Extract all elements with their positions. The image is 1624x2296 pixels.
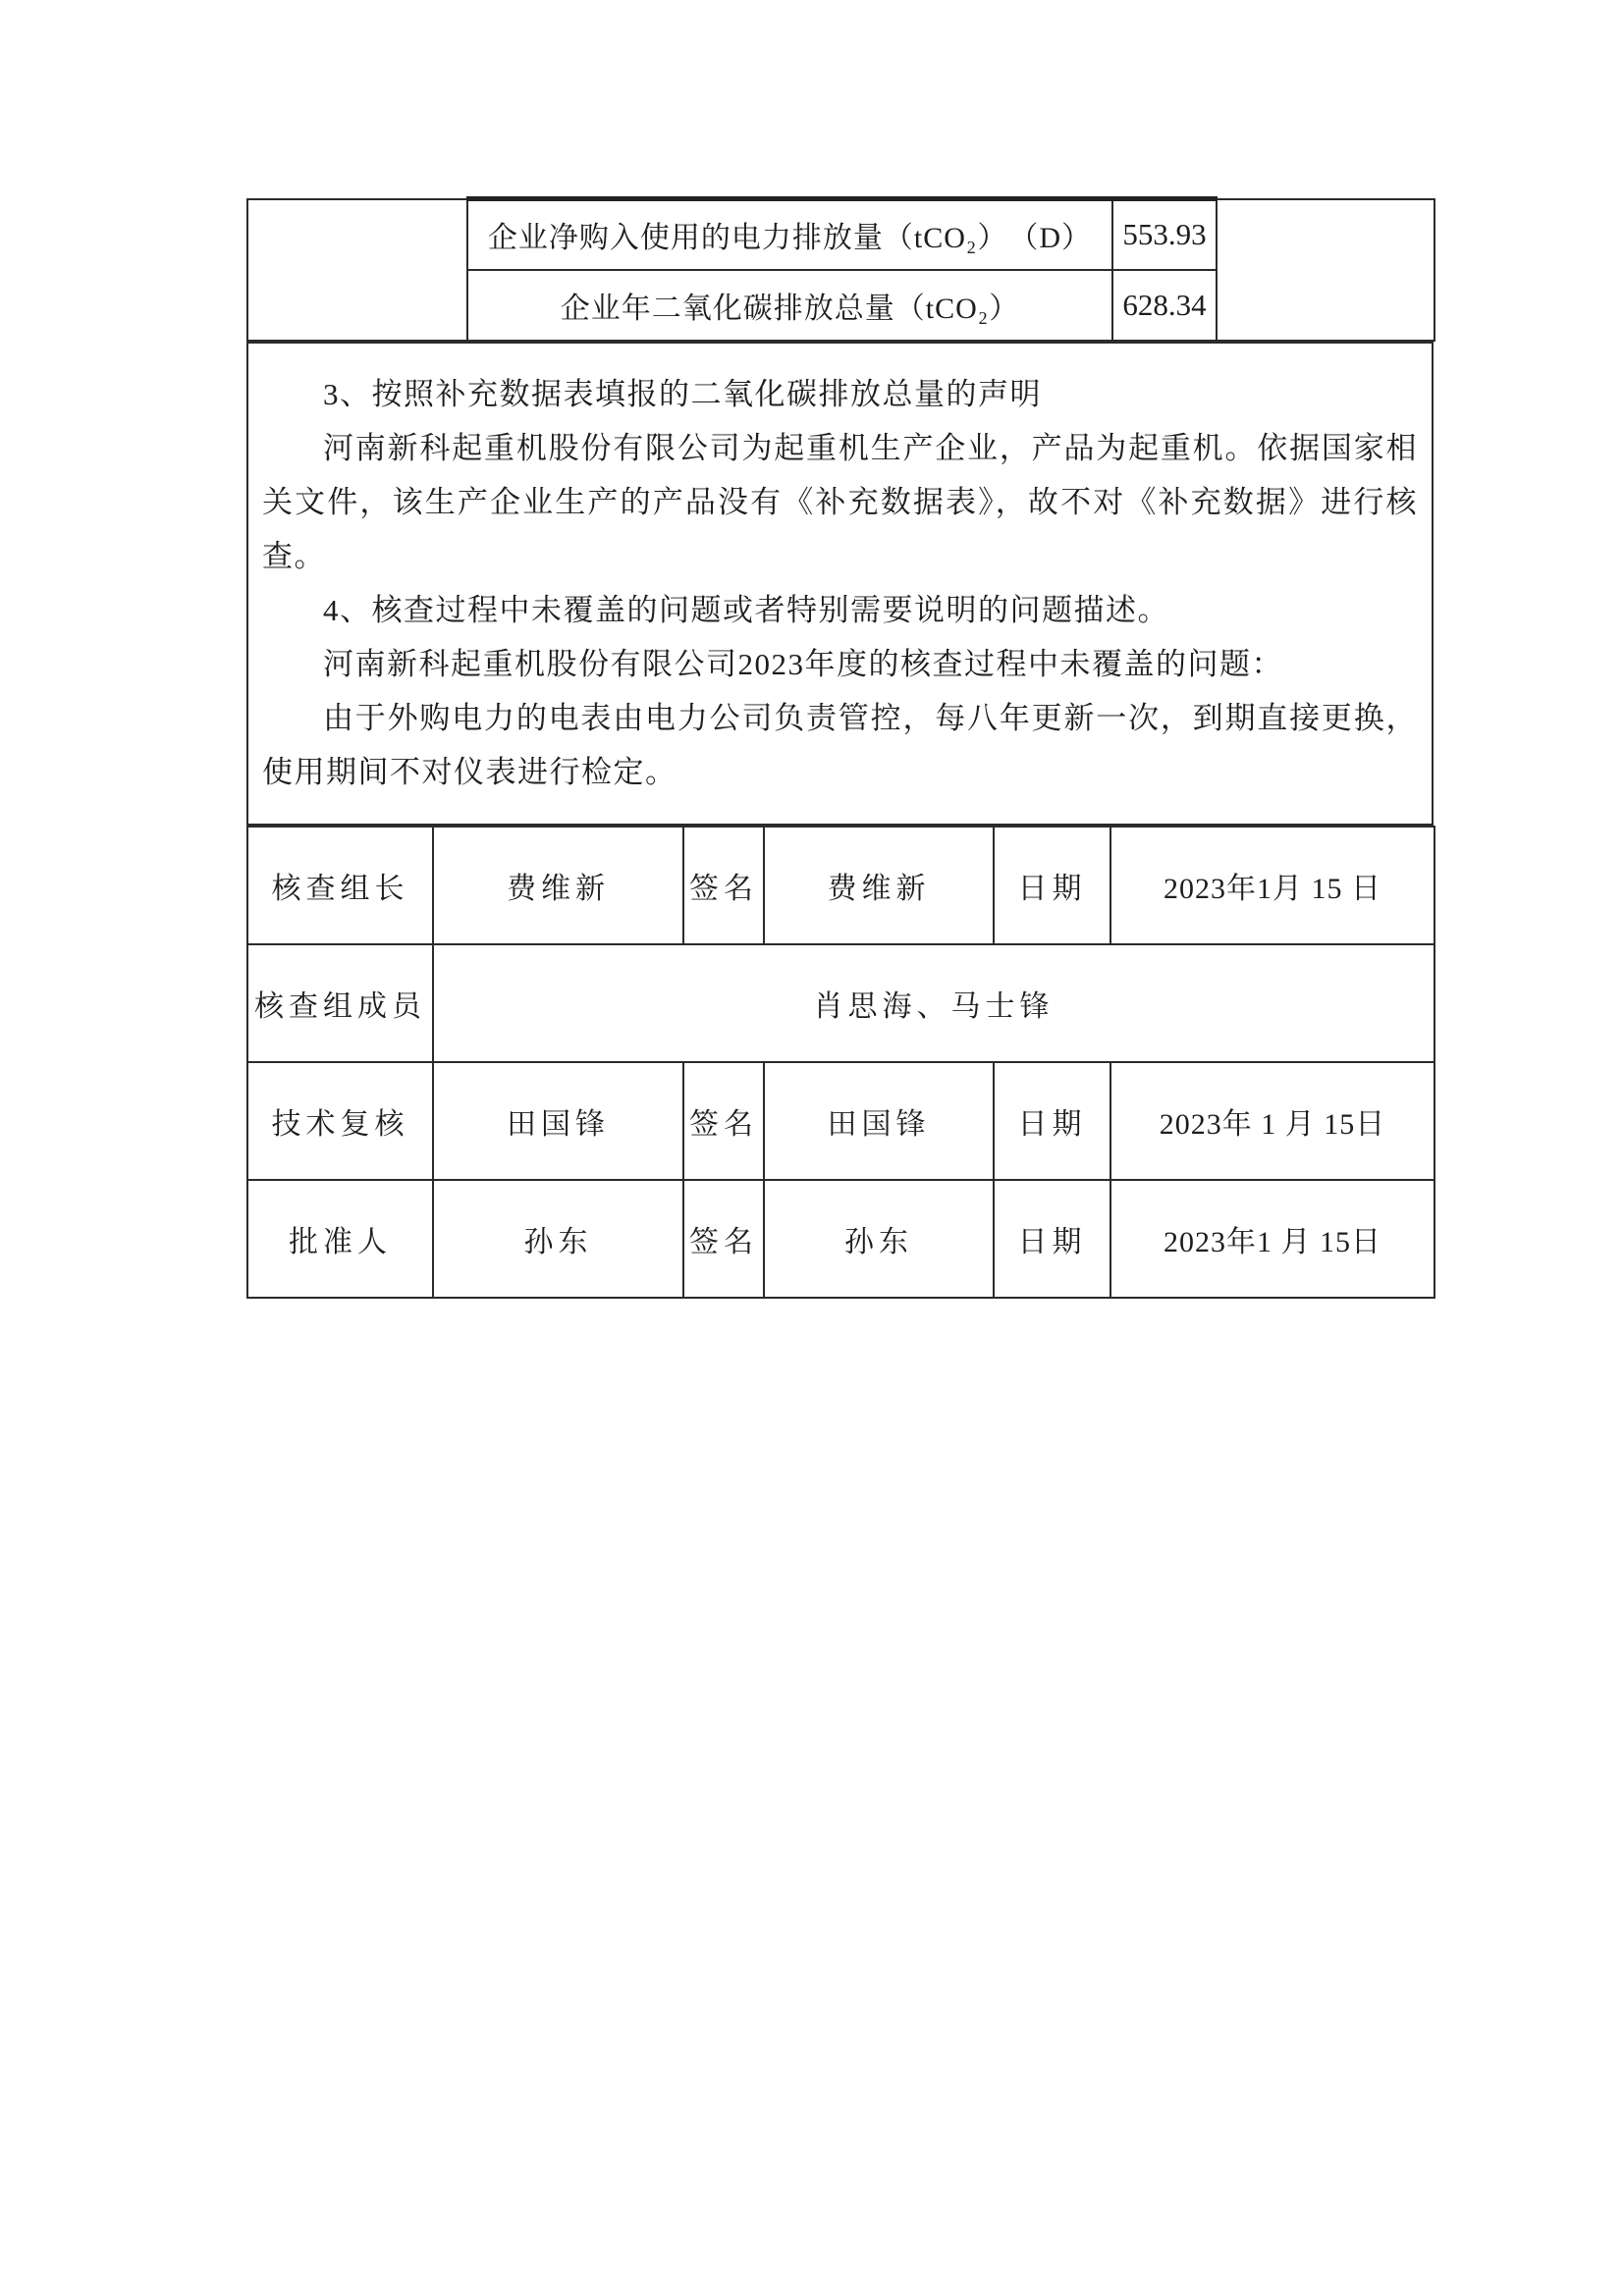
sign-label-cell: 签名 [683, 827, 764, 944]
role-cell: 核查组成员 [247, 944, 433, 1062]
statement-section3-heading: 3、按照补充数据表填报的二氧化碳排放总量的声明 [323, 376, 1042, 411]
date-label-cell: 日期 [994, 1062, 1110, 1180]
signoff-row-technical-review [247, 1062, 1435, 1180]
signature-cell: 田国锋 [764, 1062, 994, 1180]
role-cell: 核查组长 [247, 827, 433, 944]
emissions-value-cell: 628.34 [1112, 270, 1217, 341]
sign-label-cell: 签名 [683, 1062, 764, 1180]
emissions-row [247, 199, 1435, 270]
date-cell: 2023年1月 15 日 [1110, 827, 1435, 944]
emissions-label-cell: 企业年二氧化碳排放总量（tCO₂） [467, 270, 1112, 341]
statement-section4-line2: 由于外购电力的电表由电力公司负责管控，每八年更新一次，到期直接更换，使用期间不对仪表进行检定。 [262, 700, 1418, 789]
right-continuation-cell [1217, 199, 1435, 341]
role-cell: 技术复核 [247, 1062, 433, 1180]
report-table-block [246, 196, 1434, 1299]
sign-label-cell: 签名 [683, 1180, 764, 1298]
signoff-row-team-members [247, 944, 1435, 1062]
signoff-row-approver [247, 1180, 1435, 1298]
emissions-label-cell: 企业净购入使用的电力排放量（tCO₂） （D） [467, 199, 1112, 270]
statement-section4-line1: 河南新科起重机股份有限公司2023年度的核查过程中未覆盖的问题： [323, 646, 1283, 681]
signoff-row-team-leader [247, 827, 1435, 944]
date-label-cell: 日期 [994, 827, 1110, 944]
statements-cell [247, 343, 1433, 825]
left-continuation-cell [247, 199, 467, 341]
name-cell: 费维新 [433, 827, 683, 944]
role-cell: 批准人 [247, 1180, 433, 1298]
emissions-value-cell: 553.93 [1112, 199, 1217, 270]
signature-cell: 费维新 [764, 827, 994, 944]
statements-table [246, 342, 1434, 826]
name-cell: 田国锋 [433, 1062, 683, 1180]
name-cell: 孙东 [433, 1180, 683, 1298]
statement-section4-heading: 4、核查过程中未覆盖的问题或者特别需要说明的问题描述。 [323, 592, 1169, 627]
date-cell: 2023年1 月 15日 [1110, 1180, 1435, 1298]
date-label-cell: 日期 [994, 1180, 1110, 1298]
signoff-table [246, 826, 1435, 1299]
emissions-summary-table [246, 196, 1435, 342]
signature-cell: 孙东 [764, 1180, 994, 1298]
statement-section3-body: 河南新科起重机股份有限公司为起重机生产企业，产品为起重机。依据国家相关文件，该生产企业生产的产品没有《补充数据表》，故不对《补充数据》进行核查。 [262, 430, 1418, 573]
members-cell: 肖思海、马士锋 [433, 944, 1435, 1062]
date-cell: 2023年 1 月 15日 [1110, 1062, 1435, 1180]
